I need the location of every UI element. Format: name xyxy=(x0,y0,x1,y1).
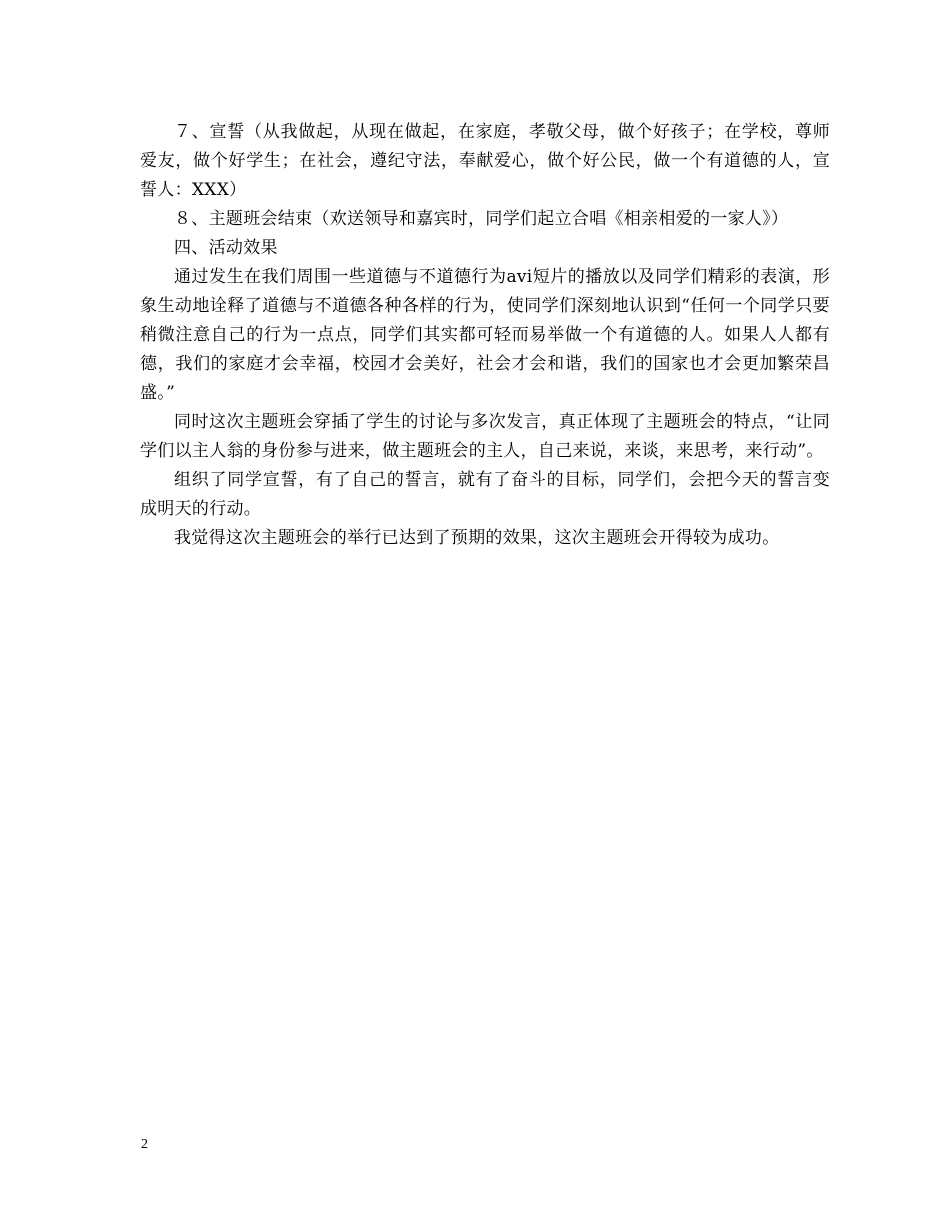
paragraph-conclusion: 我觉得这次主题班会的举行已达到了预期的效果，这次主题班会开得较为成功。 xyxy=(174,528,780,548)
section-heading-activity-effect: 四、活动效果 xyxy=(174,238,278,258)
document-body xyxy=(140,118,830,553)
paragraph-effect-discussion: 同时这次主题班会穿插了学生的讨论与多次发言，真正体现了主题班会的特点，“让同学们以主人翁的身份参与进来，做主题班会的主人，自己来说，来谈，来思考，来行动”。 xyxy=(140,412,830,461)
paragraph-oath: ７、宣誓（从我做起，从现在做起，在家庭，孝敬父母，做个好孩子；在学校，尊师爱友，做个好学生；在社会，遵纪守法，奉献爱心，做个好公民，做一个有道德的人，宣誓人：XXX） xyxy=(140,122,830,200)
page-number: 2 xyxy=(141,1137,148,1152)
paragraph-effect-video: 通过发生在我们周围一些道德与不道德行为avi短片的播放以及同学们精彩的表演，形象生动地诠释了道德与不道德各种各样的行为，使同学们深刻地认识到“任何一个同学只要稍微注意自己的行为一点点，同学们其实都可轻而易举做一个有道德的人。如果人人都有德，我们的家庭才会幸福，校园才会美好，社会才会和谐，我们的国家也才会更加繁荣昌盛。” xyxy=(140,267,830,403)
paragraph-effect-oath: 组织了同学宣誓，有了自己的誓言，就有了奋斗的目标，同学们，会把今天的誓言变成明天的行动。 xyxy=(140,470,830,519)
paragraph-meeting-end: ８、主题班会结束（欢送领导和嘉宾时，同学们起立合唱《相亲相爱的一家人》） xyxy=(174,209,789,229)
